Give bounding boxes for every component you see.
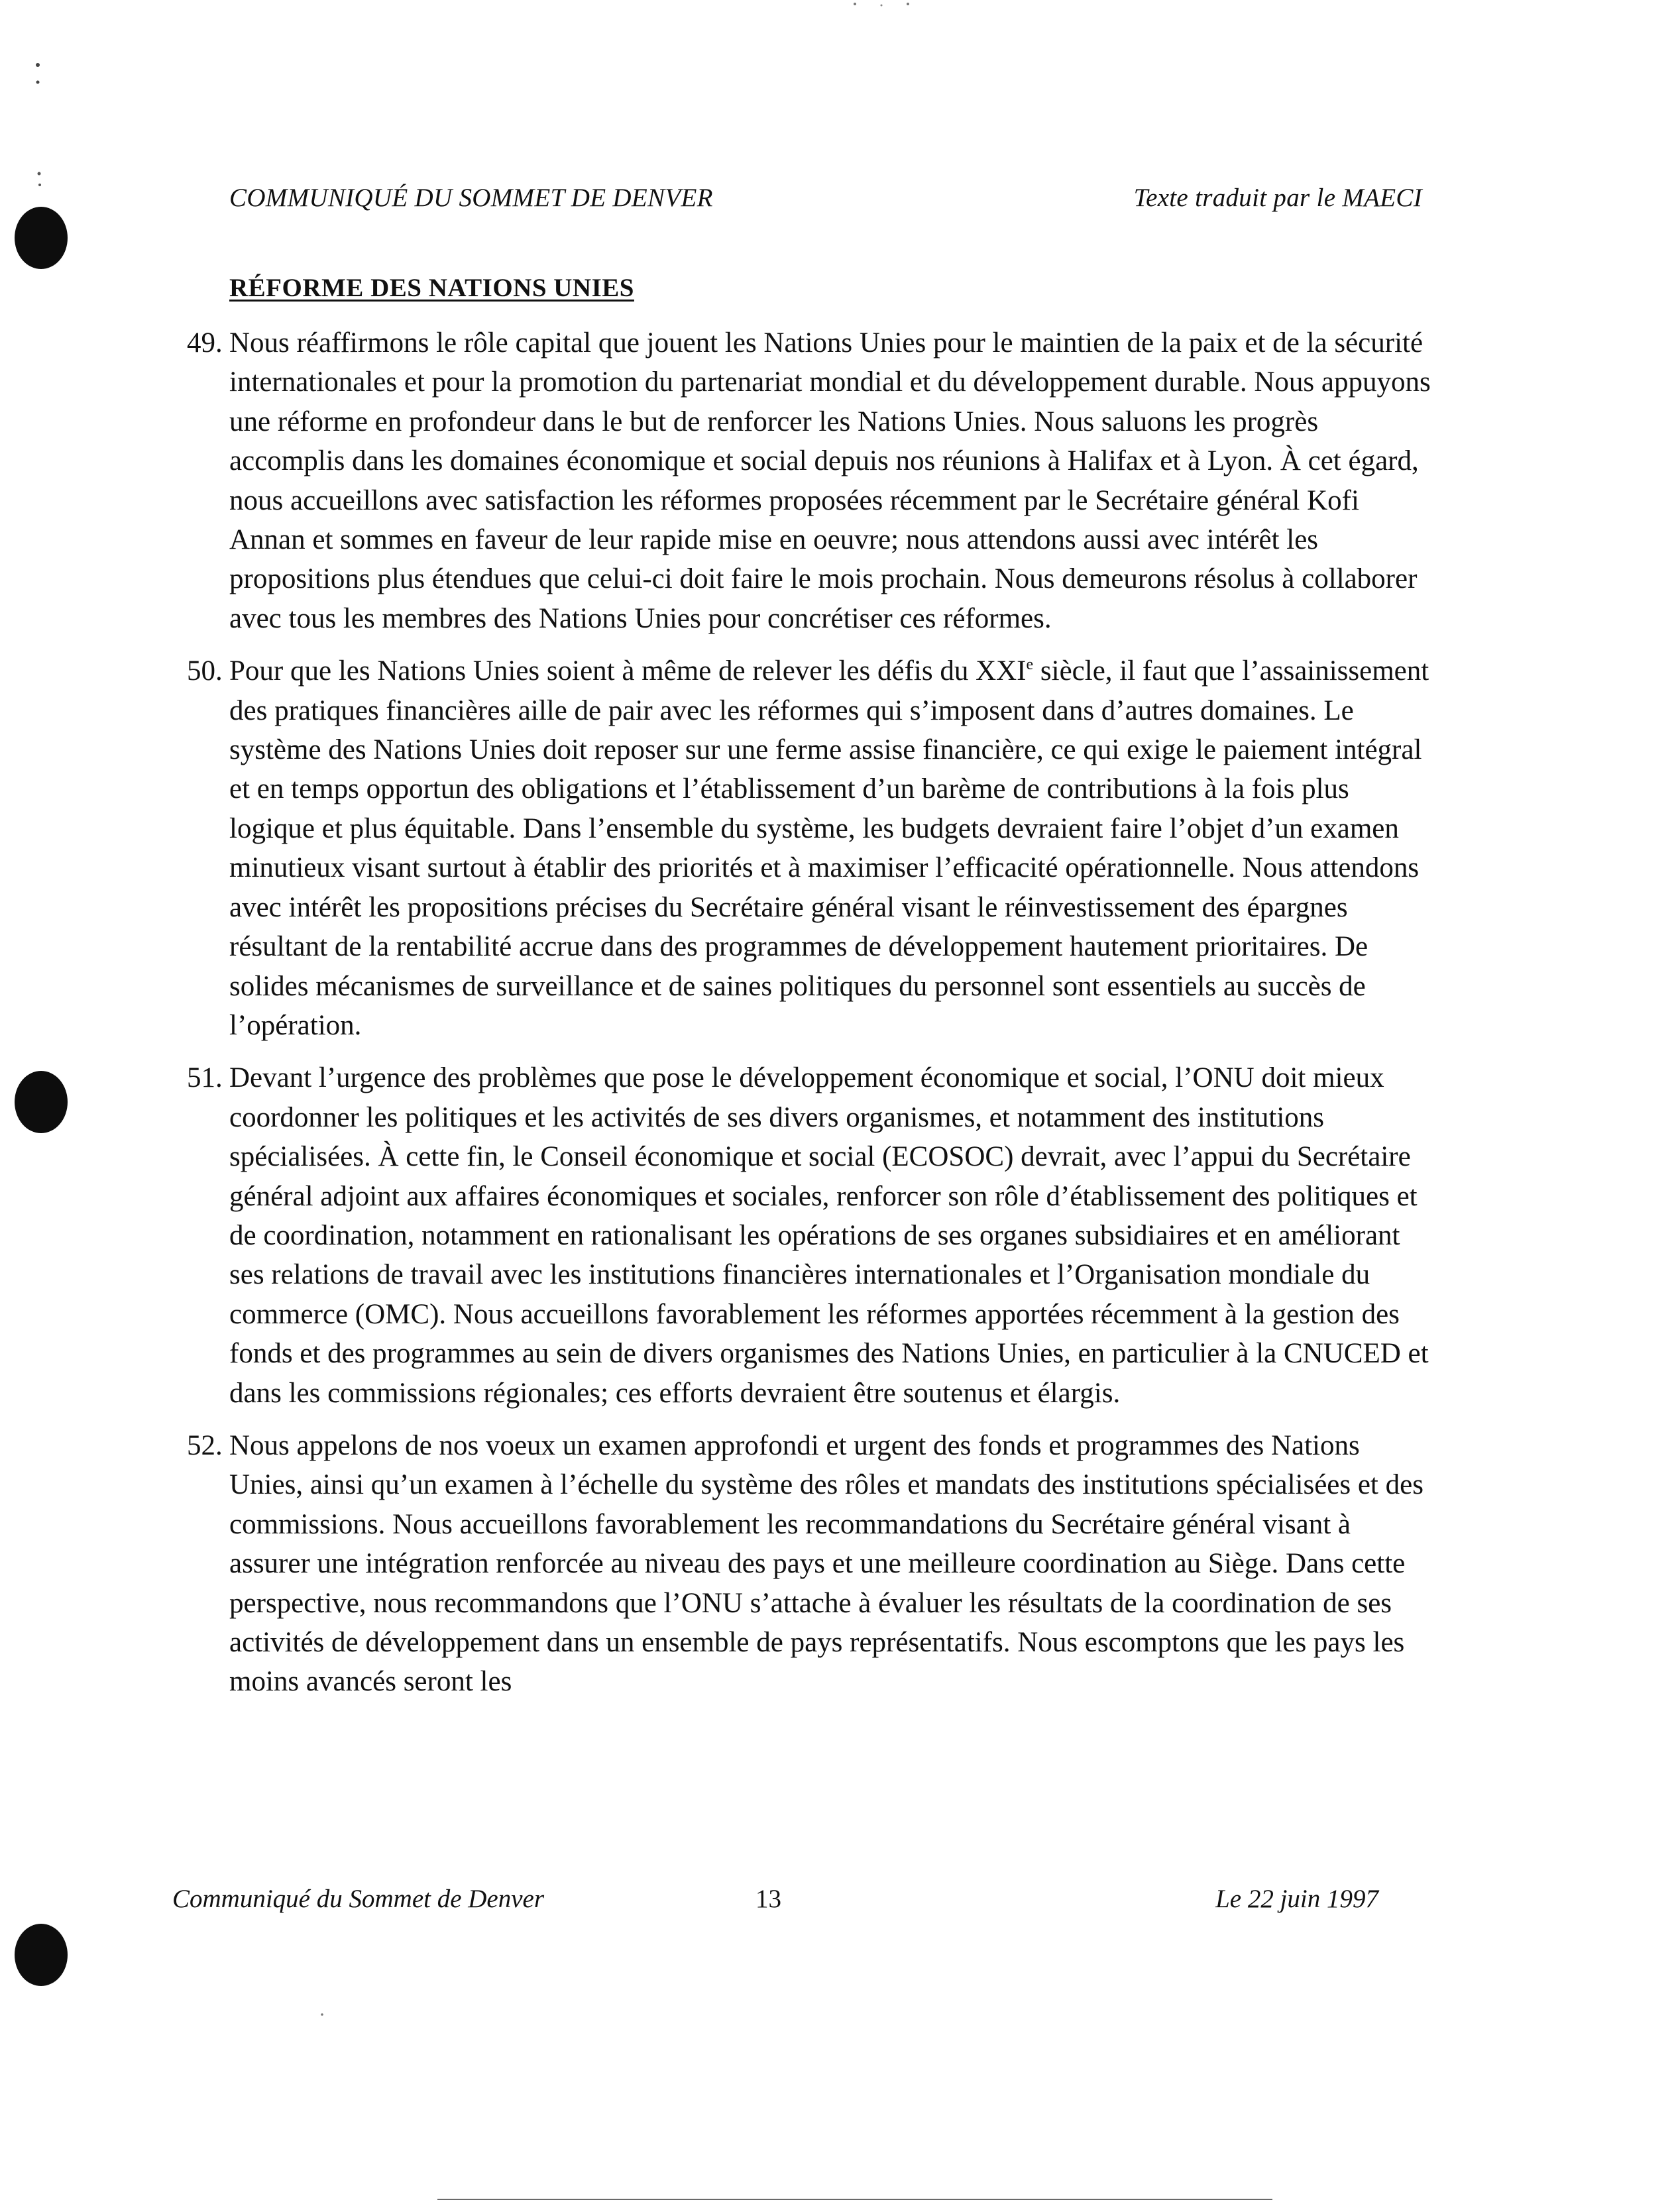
page-number: 13 — [755, 1885, 781, 1913]
punch-hole-top — [15, 207, 68, 269]
paragraph-50 — [187, 651, 1438, 1045]
punch-hole-bottom — [15, 1924, 68, 1986]
paragraph-number: 52. — [187, 1429, 223, 1461]
paragraph-text: Nous réaffirmons le rôle capital que jouent les Nations Unies pour le maintien de la paix et de la sécurité internationales et pour la promotion du partenariat mondial et du développement durable. Nous appuyons une réforme en profondeur dans le but de renforcer les Nations Unies. Nous saluons les progrès accomplis dans les domaines économique et social depuis nos réunions à Halifax et à Lyon. À cet égard, nous accueillons avec satisfaction les réformes proposées récemment par le Secrétaire général Kofi Annan et sommes en faveur de leur rapide mise en oeuvre; nous attendons aussi avec intérêt les propositions plus étendues que celui-ci doit faire le mois prochain. Nous demeurons résolus à collaborer avec tous les membres des Nations Unies pour concrétiser ces réformes. — [229, 327, 1431, 634]
paragraph-52 — [187, 1426, 1438, 1702]
section-heading: RÉFORME DES NATIONS UNIES — [229, 274, 634, 302]
paragraph-number: 50. — [187, 655, 223, 687]
paragraph-list — [187, 323, 1438, 1702]
paragraph-text: Devant l’urgence des problèmes que pose le développement économique et social, l’ONU doit mieux coordonner les politiques et les activités de ses divers organismes, et notamment des institutions spécialisées. À cette fin, le Conseil économique et social (ECOSOC) devrait, avec l’appui du Secrétaire général adjoint aux affaires économiques et sociales, renforcer son rôle d’établissement des politiques et de coordination, notamment en rationalisant les opérations de ses organes subsidiaires et en améliorant ses relations de travail avec les institutions financières internationales et l’Organisation mondiale du commerce (OMC). Nous accueillons favorablement les réformes apportées récemment à la gestion des fonds et des programmes au sein de divers organismes des Nations Unies, en particulier à la CNUCED et dans les commissions régionales; ces efforts devraient être soutenus et élargis. — [229, 1062, 1429, 1409]
paragraph-number: 51. — [187, 1062, 223, 1094]
header-title: COMMUNIQUÉ DU SOMMET DE DENVER — [229, 184, 713, 212]
punch-hole-middle — [15, 1071, 68, 1133]
paragraph-text: Nous appelons de nos voeux un examen approfondi et urgent des fonds et programmes des Nations Unies, ainsi qu’un examen à l’échelle du système des rôles et mandats des institutions spécialisées et des commissions. Nous accueillons favorablement les recommandations du Secrétaire général visant à assurer une intégration renforcée au niveau des pays et une meilleure coordination au Siège. Dans cette perspective, nous recommandons que l’ONU s’attache à évaluer les résultats de la coordination de ses activités de développement dans un ensemble de pays représentatifs. Nous escomptons que les pays les moins avancés seront les — [229, 1429, 1424, 1698]
superscript: e — [1026, 656, 1034, 674]
paragraph-number: 49. — [187, 327, 223, 359]
footer-title: Communiqué du Sommet de Denver — [172, 1885, 545, 1913]
footer-date: Le 22 juin 1997 — [1215, 1885, 1378, 1913]
paragraph-49 — [187, 323, 1438, 638]
bottom-rule — [437, 2199, 1272, 2200]
header-translation-note: Texte traduit par le MAECI — [1133, 184, 1422, 212]
paragraph-51 — [187, 1058, 1438, 1413]
paragraph-text: Pour que les Nations Unies soient à même de relever les défis du XXIe siècle, il faut que l’assainissement des pratiques financières aille de pair avec les réformes qui s’imposent dans d’autres domaines. Le système des Nations Unies doit reposer sur une ferme assise financière, ce qui exige le paiement intégral et en temps opportun des obligations et l’établissement d’un barème de contributions à la fois plus logique et plus équitable. Dans l’ensemble du système, les budgets devraient faire l’objet d’un examen minutieux visant surtout à établir des priorités et à maximiser l’efficacité opérationnelle. Nous attendons avec intérêt les propositions précises du Secrétaire général visant le réinvestissement des épargnes résultant de la rentabilité accrue dans des programmes de développement hautement prioritaires. De solides mécanismes de surveillance et de saines politiques du personnel sont essentiels au succès de l’opération. — [229, 655, 1429, 1041]
